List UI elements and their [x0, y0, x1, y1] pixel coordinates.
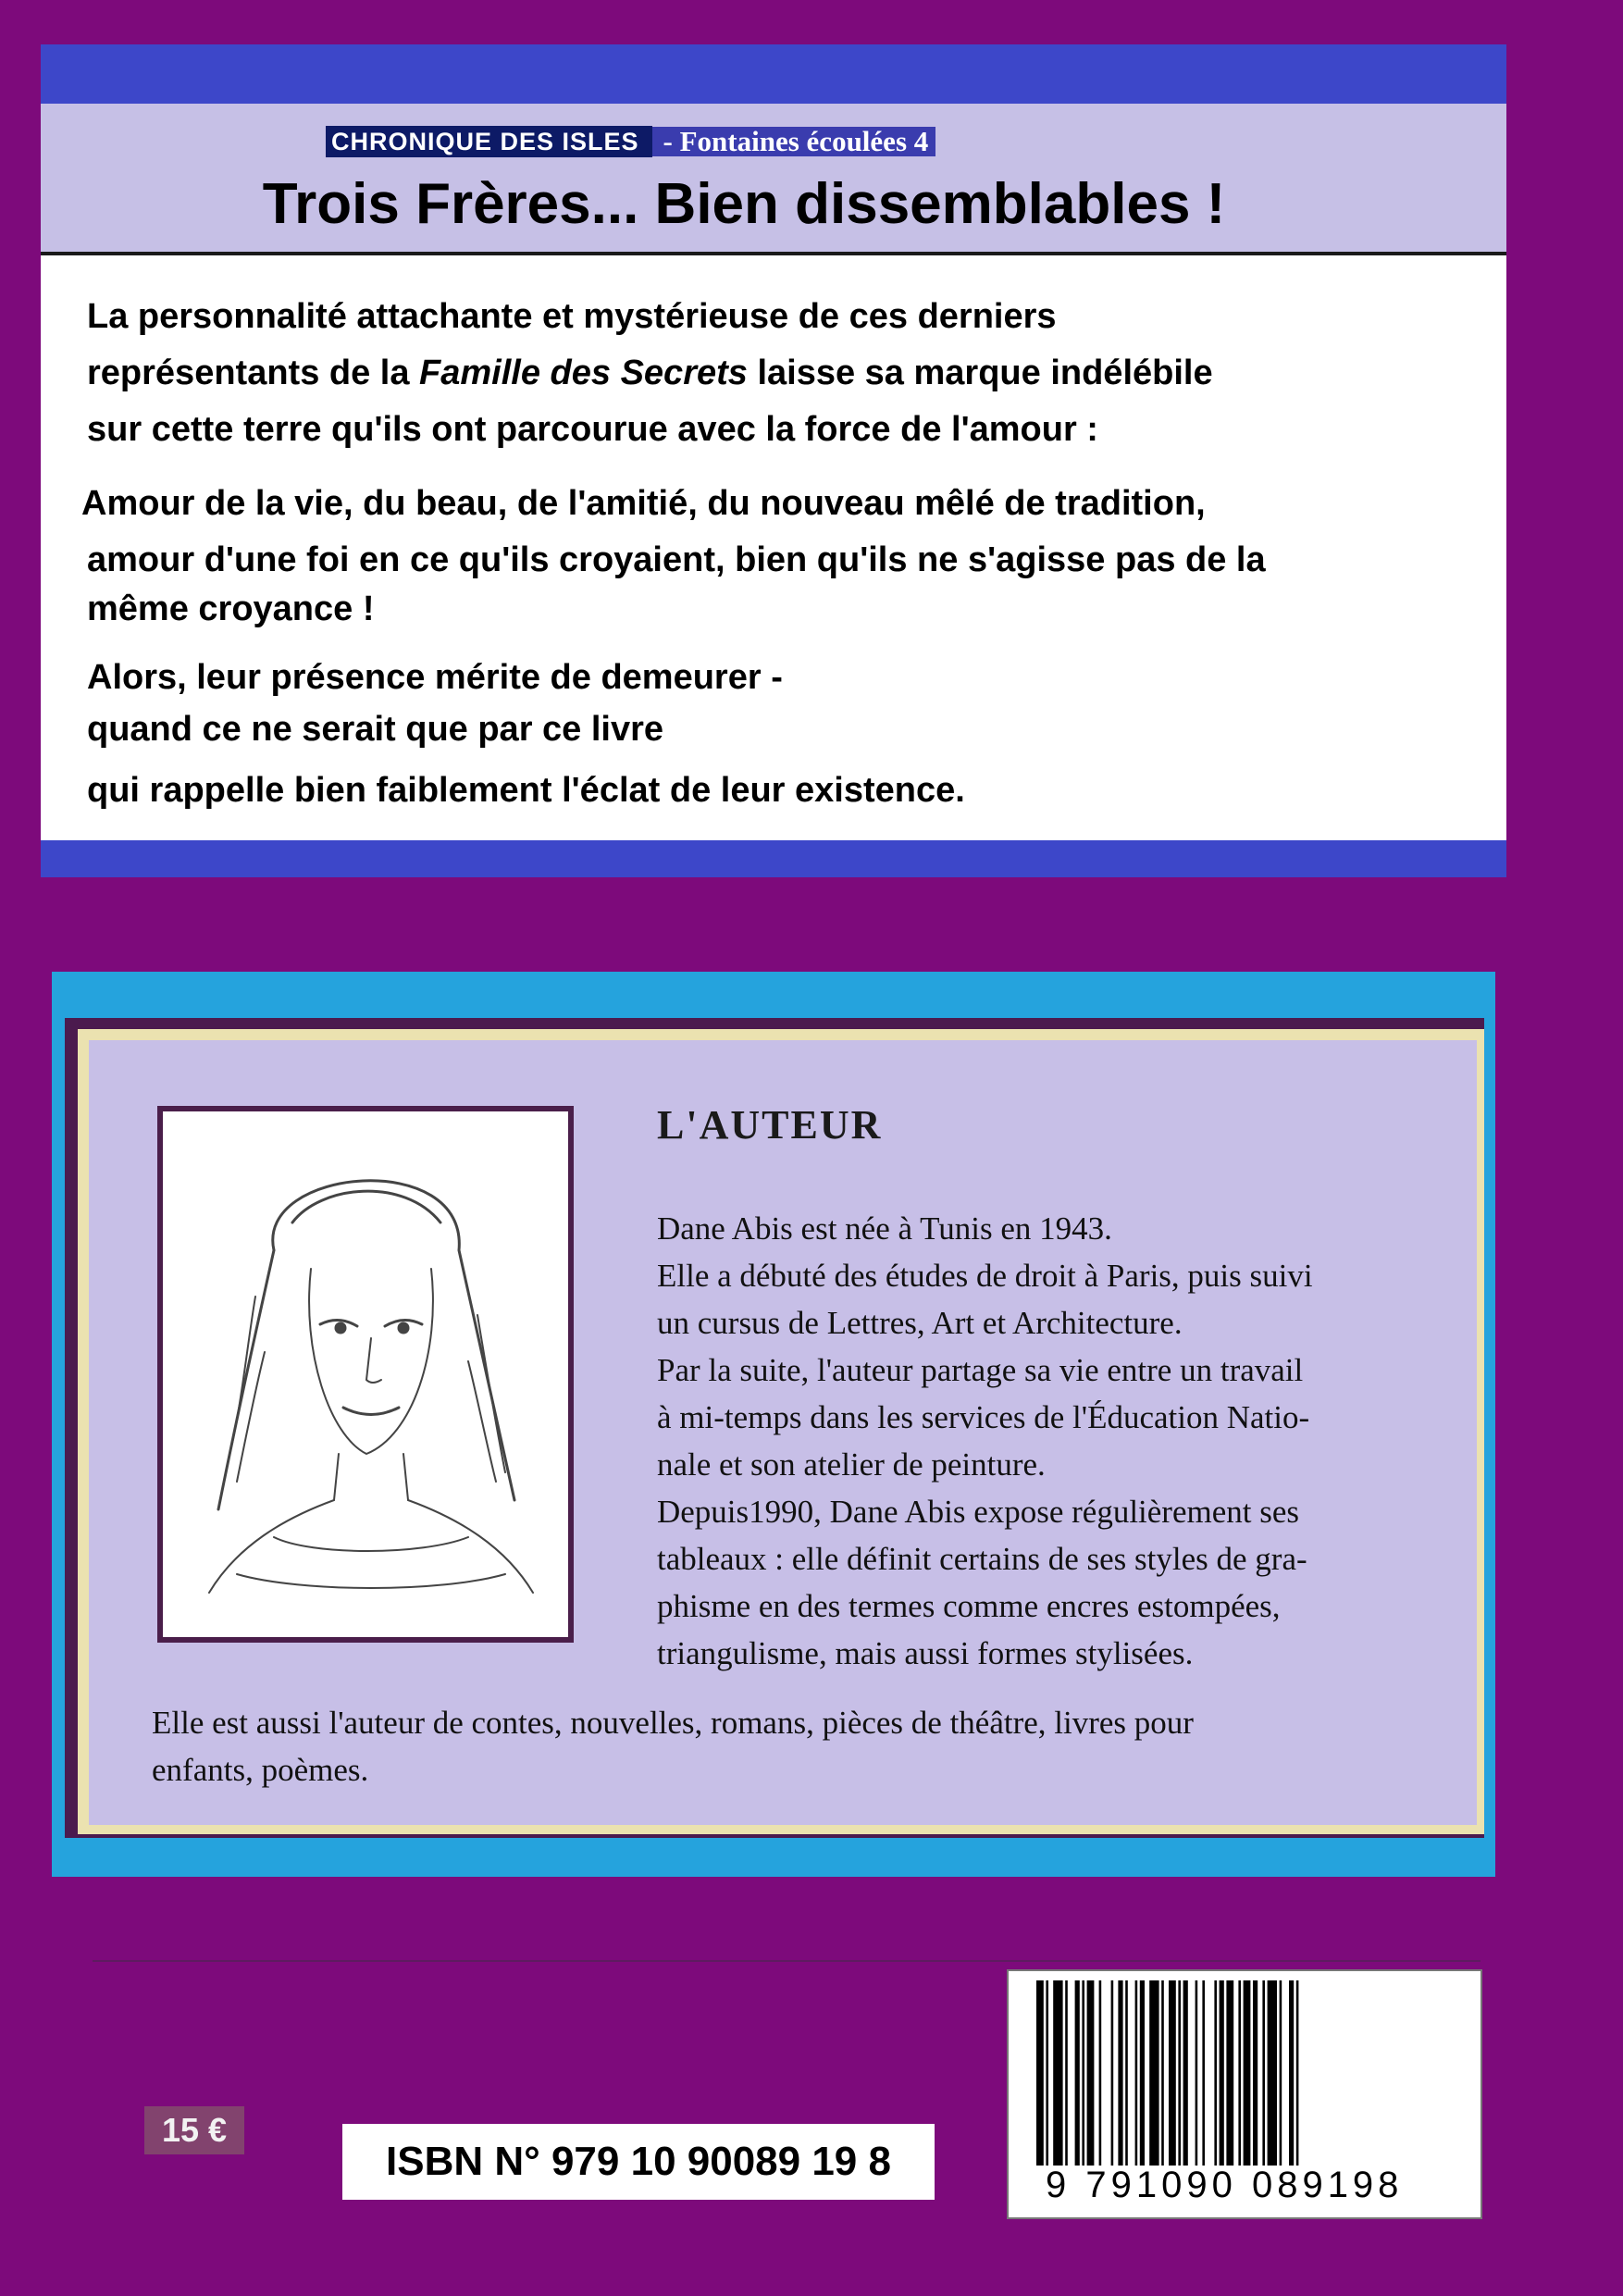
barcode-bar: [1220, 1980, 1224, 2166]
barcode-bar: [1296, 1980, 1299, 2166]
barcode-bar: [1268, 1980, 1277, 2166]
author-bio-line: tableaux : elle définit certains de ses styles de gra-: [657, 1541, 1307, 1577]
barcode-digits: 9 791090 089198: [1046, 2165, 1404, 2205]
series-banner: [326, 126, 935, 157]
author-heading: L'AUTEUR: [657, 1102, 883, 1148]
author-bio-line: enfants, poèmes.: [152, 1752, 369, 1788]
barcode-bar: [1202, 1980, 1205, 2166]
barcode-bar: [1149, 1980, 1158, 2166]
price-tag: 15 €: [144, 2106, 244, 2154]
author-portrait: [157, 1106, 574, 1643]
barcode-bar: [1161, 1980, 1164, 2166]
barcode-bar: [1196, 1980, 1198, 2166]
barcode-bar: [1087, 1980, 1095, 2166]
summary-line: quand ce ne serait que par ce livre: [87, 710, 664, 749]
barcode-bar: [1065, 1980, 1068, 2166]
barcode-bar: [1118, 1980, 1122, 2166]
barcode: [1007, 1969, 1482, 2219]
barcode-bar: [1046, 1980, 1048, 2166]
family-name-emphasis: Famille des Secrets: [419, 354, 748, 392]
barcode-bar: [1169, 1980, 1176, 2166]
author-bio-line: triangulisme, mais aussi formes stylisées.: [657, 1635, 1194, 1671]
author-bio-line: Dane Abis est née à Tunis en 1943.: [657, 1210, 1112, 1247]
barcode-bar: [1214, 1980, 1217, 2166]
book-title: Trois Frères... Bien dissemblables !: [262, 172, 1226, 236]
bottom-divider: [93, 1960, 1481, 1962]
summary-line: même croyance !: [87, 590, 375, 628]
barcode-bar: [1262, 1980, 1265, 2166]
author-bio-line: nale et son atelier de peinture.: [657, 1446, 1046, 1483]
author-bio-line: un cursus de Lettres, Art et Architecture.: [657, 1305, 1183, 1341]
barcode-bar: [1053, 1980, 1062, 2166]
summary-line: Amour de la vie, du beau, de l'amitié, du nouveau mêlé de tradition,: [81, 484, 1206, 523]
barcode-bar: [1244, 1980, 1251, 2166]
barcode-bars-icon: [1009, 1980, 1481, 2175]
series-name: CHRONIQUE DES ISLES: [326, 126, 652, 157]
barcode-bar: [1238, 1980, 1241, 2166]
barcode-bar: [1099, 1980, 1102, 2166]
author-bio-line: Elle est aussi l'auteur de contes, nouvelles, romans, pièces de théâtre, livres pour: [152, 1705, 1194, 1741]
summary-line: sur cette terre qu'ils ont parcourue avec la force de l'amour :: [87, 410, 1098, 449]
series-subtitle: - Fontaines écoulées 4: [652, 127, 936, 156]
barcode-bar: [1140, 1980, 1145, 2166]
author-bio-line: Elle a débuté des études de droit à Paris, puis suivi: [657, 1258, 1313, 1294]
summary-line: qui rappelle bien faiblement l'éclat de leur existence.: [87, 771, 965, 810]
barcode-bar: [1111, 1980, 1114, 2166]
barcode-bar: [1178, 1980, 1181, 2166]
barcode-bar: [1036, 1980, 1044, 2166]
portrait-sketch-icon: [163, 1111, 568, 1637]
barcode-bar: [1253, 1980, 1258, 2166]
barcode-bar: [1082, 1980, 1084, 2166]
barcode-bar: [1289, 1980, 1294, 2166]
author-bio-line: Depuis1990, Dane Abis expose régulièrement ses: [657, 1494, 1300, 1530]
barcode-bar: [1125, 1980, 1128, 2166]
barcode-bar: [1075, 1980, 1080, 2166]
author-bio-line: phisme en des termes comme encres estompées,: [657, 1588, 1281, 1624]
summary-line: amour d'une foi en ce qu'ils croyaient, bien qu'ils ne s'agisse pas de la: [87, 540, 1266, 579]
summary-line: représentants de la Famille des Secrets laisse sa marque indélébile: [87, 354, 1213, 392]
summary-line: La personnalité attachante et mystérieuse de ces derniers: [87, 297, 1057, 336]
summary-line: Alors, leur présence mérite de demeurer -: [87, 658, 783, 697]
barcode-bar: [1183, 1980, 1188, 2166]
barcode-bar: [1280, 1980, 1282, 2166]
author-bio-line: à mi-temps dans les services de l'Éducation Natio-: [657, 1399, 1310, 1435]
isbn-label: ISBN N° 979 10 90089 19 8: [342, 2124, 935, 2200]
barcode-bar: [1135, 1980, 1138, 2166]
author-bio-line: Par la suite, l'auteur partage sa vie entre un travail: [657, 1352, 1304, 1388]
barcode-bar: [1226, 1980, 1233, 2166]
